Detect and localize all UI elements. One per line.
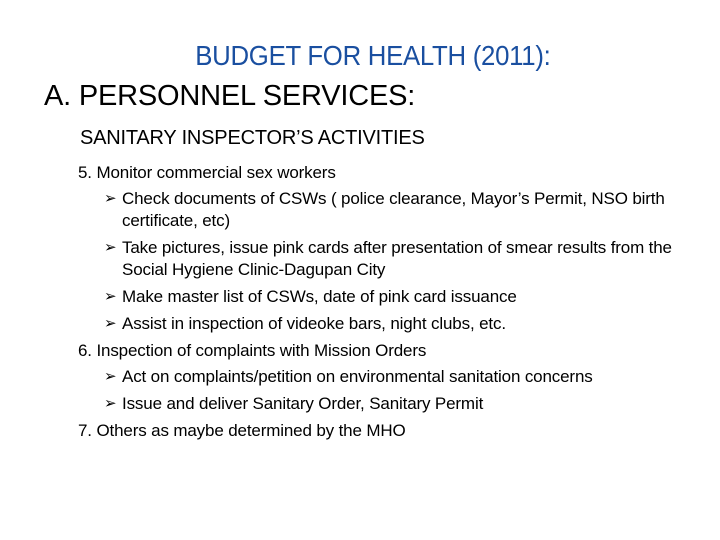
list-item: 5. Monitor commercial sex workers <box>78 163 336 182</box>
arrow-bullet-icon: ➢ <box>104 395 117 412</box>
sub-list-item <box>78 366 698 388</box>
sub-list-item <box>78 286 698 308</box>
sub-item-text: Issue and deliver Sanitary Order, Sanitary Permit <box>122 394 484 413</box>
list-item: 7. Others as maybe determined by the MHO <box>78 421 406 440</box>
sub-item-text: Assist in inspection of videoke bars, night clubs, etc. <box>122 314 506 333</box>
sub-item-text: Act on complaints/petition on environmental sanitation concerns <box>122 367 593 386</box>
section-heading: A. PERSONNEL SERVICES: <box>44 80 416 112</box>
sub-list-item <box>78 188 698 232</box>
arrow-bullet-icon: ➢ <box>104 315 117 332</box>
arrow-bullet-icon: ➢ <box>104 190 117 207</box>
sub-list-item <box>78 393 698 415</box>
sub-list-item <box>78 313 698 335</box>
arrow-bullet-icon: ➢ <box>104 368 117 385</box>
slide-title: BUDGET FOR HEALTH (2011): <box>195 40 551 71</box>
arrow-bullet-icon: ➢ <box>104 288 117 305</box>
list-item: 6. Inspection of complaints with Mission Orders <box>78 341 427 360</box>
arrow-bullet-icon: ➢ <box>104 239 117 256</box>
sub-item-text: Take pictures, issue pink cards after presentation of smear results from the Social Hygiene Clinic-Dagupan City <box>122 238 672 279</box>
sub-list-item <box>78 237 698 281</box>
sub-item-text: Make master list of CSWs, date of pink card issuance <box>122 287 517 306</box>
section-subheading: SANITARY INSPECTOR’S ACTIVITIES <box>80 127 425 149</box>
activity-list <box>78 162 698 444</box>
sub-item-text: Check documents of CSWs ( police clearance, Mayor’s Permit, NSO birth certificate, etc) <box>122 189 665 230</box>
